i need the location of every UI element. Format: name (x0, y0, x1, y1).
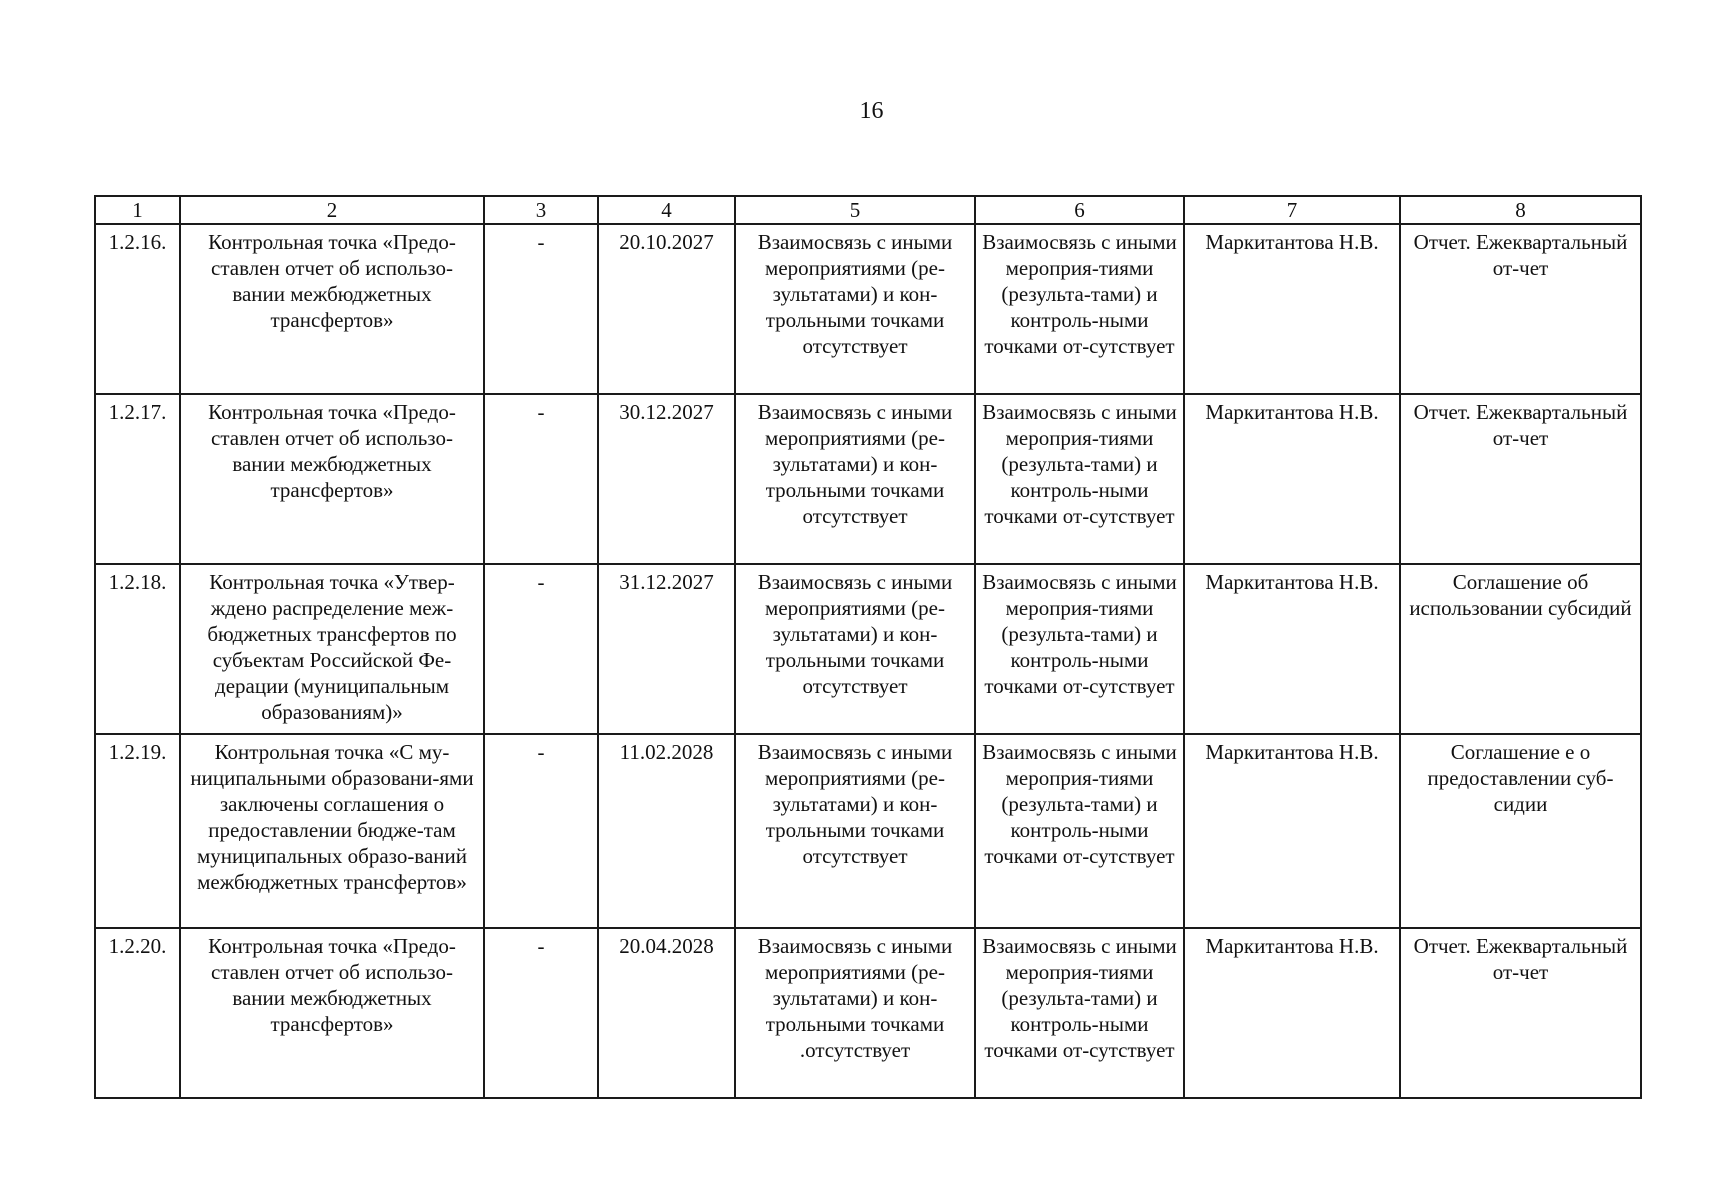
column-header-6: 6 (975, 196, 1184, 224)
column-header-2: 2 (180, 196, 484, 224)
relation-activities: Взаимосвязь с иными мероприятиями (ре-зультатами) и кон-трольными точками отсутствует (735, 224, 975, 394)
control-point-title: Контрольная точка «Предо-ставлен отчет об использо-вании межбюджетных трансфертов» (180, 224, 484, 394)
column-header-8: 8 (1400, 196, 1641, 224)
deadline-date: 31.12.2027 (598, 564, 735, 734)
relation-activities: Взаимосвязь с иными мероприятиями (ре-зультатами) и кон-трольными точками отсутствует (735, 564, 975, 734)
confirming-document: Отчет. Ежеквартальный от-чет (1400, 224, 1641, 394)
table-row (95, 394, 1641, 564)
column-header-7: 7 (1184, 196, 1400, 224)
header-row (95, 196, 1641, 224)
relation-activities: Взаимосвязь с иными мероприятиями (ре-зультатами) и кон-трольными точками .отсутствует (735, 928, 975, 1098)
column-header-3: 3 (484, 196, 598, 224)
control-points-table (94, 195, 1642, 1099)
column-3-value: - (484, 394, 598, 564)
row-number: 1.2.17. (95, 394, 180, 564)
confirming-document: Соглашение об использовании субсидий (1400, 564, 1641, 734)
row-number: 1.2.20. (95, 928, 180, 1098)
responsible-person: Маркитантова Н.В. (1184, 928, 1400, 1098)
responsible-person: Маркитантова Н.В. (1184, 394, 1400, 564)
responsible-person: Маркитантова Н.В. (1184, 224, 1400, 394)
control-point-title: Контрольная точка «Утвер-ждено распределение меж-бюджетных трансфертов по субъектам Российской Фе-дерации (муниципальным образованиям)» (180, 564, 484, 734)
column-3-value: - (484, 928, 598, 1098)
relation-control-points: Взаимосвязь с иными мероприя-тиями (результа-тами) и контроль-ными точками от-сутствует (975, 734, 1184, 928)
table-row (95, 734, 1641, 928)
deadline-date: 20.10.2027 (598, 224, 735, 394)
control-point-title: Контрольная точка «Предо-ставлен отчет об использо-вании межбюджетных трансфертов» (180, 394, 484, 564)
control-point-title: Контрольная точка «Предо-ставлен отчет об использо-вании межбюджетных трансфертов» (180, 928, 484, 1098)
confirming-document: Соглашение е о предоставлении суб-сидии (1400, 734, 1641, 928)
confirming-document: Отчет. Ежеквартальный от-чет (1400, 928, 1641, 1098)
column-header-4: 4 (598, 196, 735, 224)
relation-control-points: Взаимосвязь с иными мероприя-тиями (результа-тами) и контроль-ными точками от-сутствует (975, 394, 1184, 564)
deadline-date: 20.04.2028 (598, 928, 735, 1098)
column-3-value: - (484, 564, 598, 734)
relation-activities: Взаимосвязь с иными мероприятиями (ре-зультатами) и кон-трольными точками отсутствует (735, 734, 975, 928)
responsible-person: Маркитантова Н.В. (1184, 734, 1400, 928)
row-number: 1.2.18. (95, 564, 180, 734)
column-header-5: 5 (735, 196, 975, 224)
relation-activities: Взаимосвязь с иными мероприятиями (ре-зультатами) и кон-трольными точками отсутствует (735, 394, 975, 564)
table-row (95, 224, 1641, 394)
relation-control-points: Взаимосвязь с иными мероприя-тиями (результа-тами) и контроль-ными точками от-сутствует (975, 564, 1184, 734)
column-3-value: - (484, 734, 598, 928)
control-point-title: Контрольная точка «С му-ниципальными образовани-ями заключены соглашения о предоставлении бюдже-там муниципальных образо-ваний межбюджетных трансфертов» (180, 734, 484, 928)
responsible-person: Маркитантова Н.В. (1184, 564, 1400, 734)
relation-control-points: Взаимосвязь с иными мероприя-тиями (результа-тами) и контроль-ными точками от-сутствует (975, 224, 1184, 394)
column-header-1: 1 (95, 196, 180, 224)
table-row (95, 564, 1641, 734)
row-number: 1.2.16. (95, 224, 180, 394)
table-row (95, 928, 1641, 1098)
relation-control-points: Взаимосвязь с иными мероприя-тиями (результа-тами) и контроль-ными точками от-сутствует (975, 928, 1184, 1098)
deadline-date: 11.02.2028 (598, 734, 735, 928)
confirming-document: Отчет. Ежеквартальный от-чет (1400, 394, 1641, 564)
page-number: 16 (859, 98, 884, 124)
deadline-date: 30.12.2027 (598, 394, 735, 564)
row-number: 1.2.19. (95, 734, 180, 928)
column-3-value: - (484, 224, 598, 394)
